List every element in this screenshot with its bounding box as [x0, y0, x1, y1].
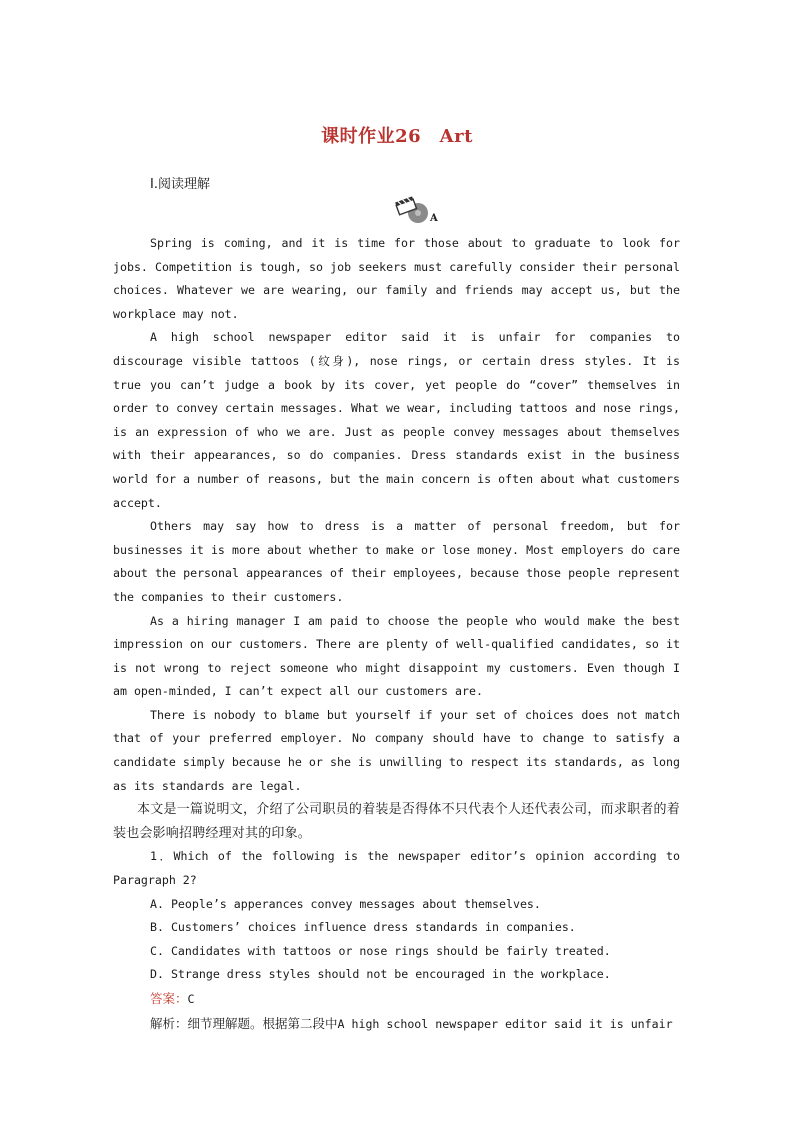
- option-d: D. Strange dress styles should not be encouraged in the workplace.: [150, 967, 611, 982]
- question-stem: 1．Which of the following is the newspaper editor’s opinion according to Paragraph 2?: [113, 849, 680, 888]
- answer-line: [113, 987, 680, 1012]
- paragraph-5: There is nobody to blame but yourself if your set of choices does not match that of your preferred employer. No company should have to change to satisfy a candidate simply because he or she is unwilling to respect its standards, as long as its standards are legal.: [113, 707, 680, 793]
- passage-letter: A: [430, 213, 438, 224]
- passage-marker: [394, 196, 444, 226]
- document-body: [113, 232, 680, 1036]
- analysis-english-text: A high school newspaper editor said it is unfair: [337, 1016, 673, 1031]
- answer-label: 答案：: [150, 991, 188, 1006]
- option-c: C. Candidates with tattoos or nose rings should be fairly treated.: [150, 943, 611, 958]
- paragraph-2: A high school newspaper editor said it is unfair for companies to discourage visible tattoos (纹身), nose rings, or certain dress styles. It is true you can’t judge a book by its cover, yet people do “cover” themselves in order to convey certain messages. What we wear, including tattoos and nose rings, is an expression of who we are. Just as people convey messages about themselves with their appearances, so do companies. Dress standards exist in the business world for a number of reasons, but the main concern is often about what customers accept.: [113, 330, 680, 510]
- page-title: 课时作业26 Art: [321, 126, 473, 147]
- analysis-label: 解析：: [150, 1015, 188, 1031]
- option-b: B. Customers’ choices influence dress standards in companies.: [150, 920, 576, 935]
- paragraph-1: Spring is coming, and it is time for those about to graduate to look for jobs. Competition is tough, so job seekers must carefully consider their personal choices. Whatever we are wearing, our family and friends may accept us, but the workplace may not.: [113, 236, 680, 321]
- analysis-line: [113, 1012, 680, 1037]
- section-heading: Ⅰ.阅读理解: [150, 177, 210, 192]
- analysis-chinese-text: 细节理解题。根据第二段中: [187, 1015, 338, 1031]
- answer-value: C: [187, 992, 195, 1006]
- paragraph-4: As a hiring manager I am paid to choose the people who would make the best impression on our customers. There are plenty of well-qualified candidates, so it is not wrong to reject someone who might disappoint my customers. Even though I am open-minded, I can’t expect all our customers are.: [113, 613, 680, 699]
- paragraph-3: Others may say how to dress is a matter of personal freedom, but for businesses it is more about whether to make or lose money. Most employers do care about the personal appearances of their employees, because those people represent the companies to their customers.: [113, 519, 680, 604]
- passage-summary: 本文是一篇说明文，介绍了公司职员的着装是否得体不只代表个人还代表公司，而求职者的着装也会影响招聘经理对其的印象。: [113, 802, 680, 841]
- option-a: A. People’s apperances convey messages about themselves.: [150, 896, 541, 911]
